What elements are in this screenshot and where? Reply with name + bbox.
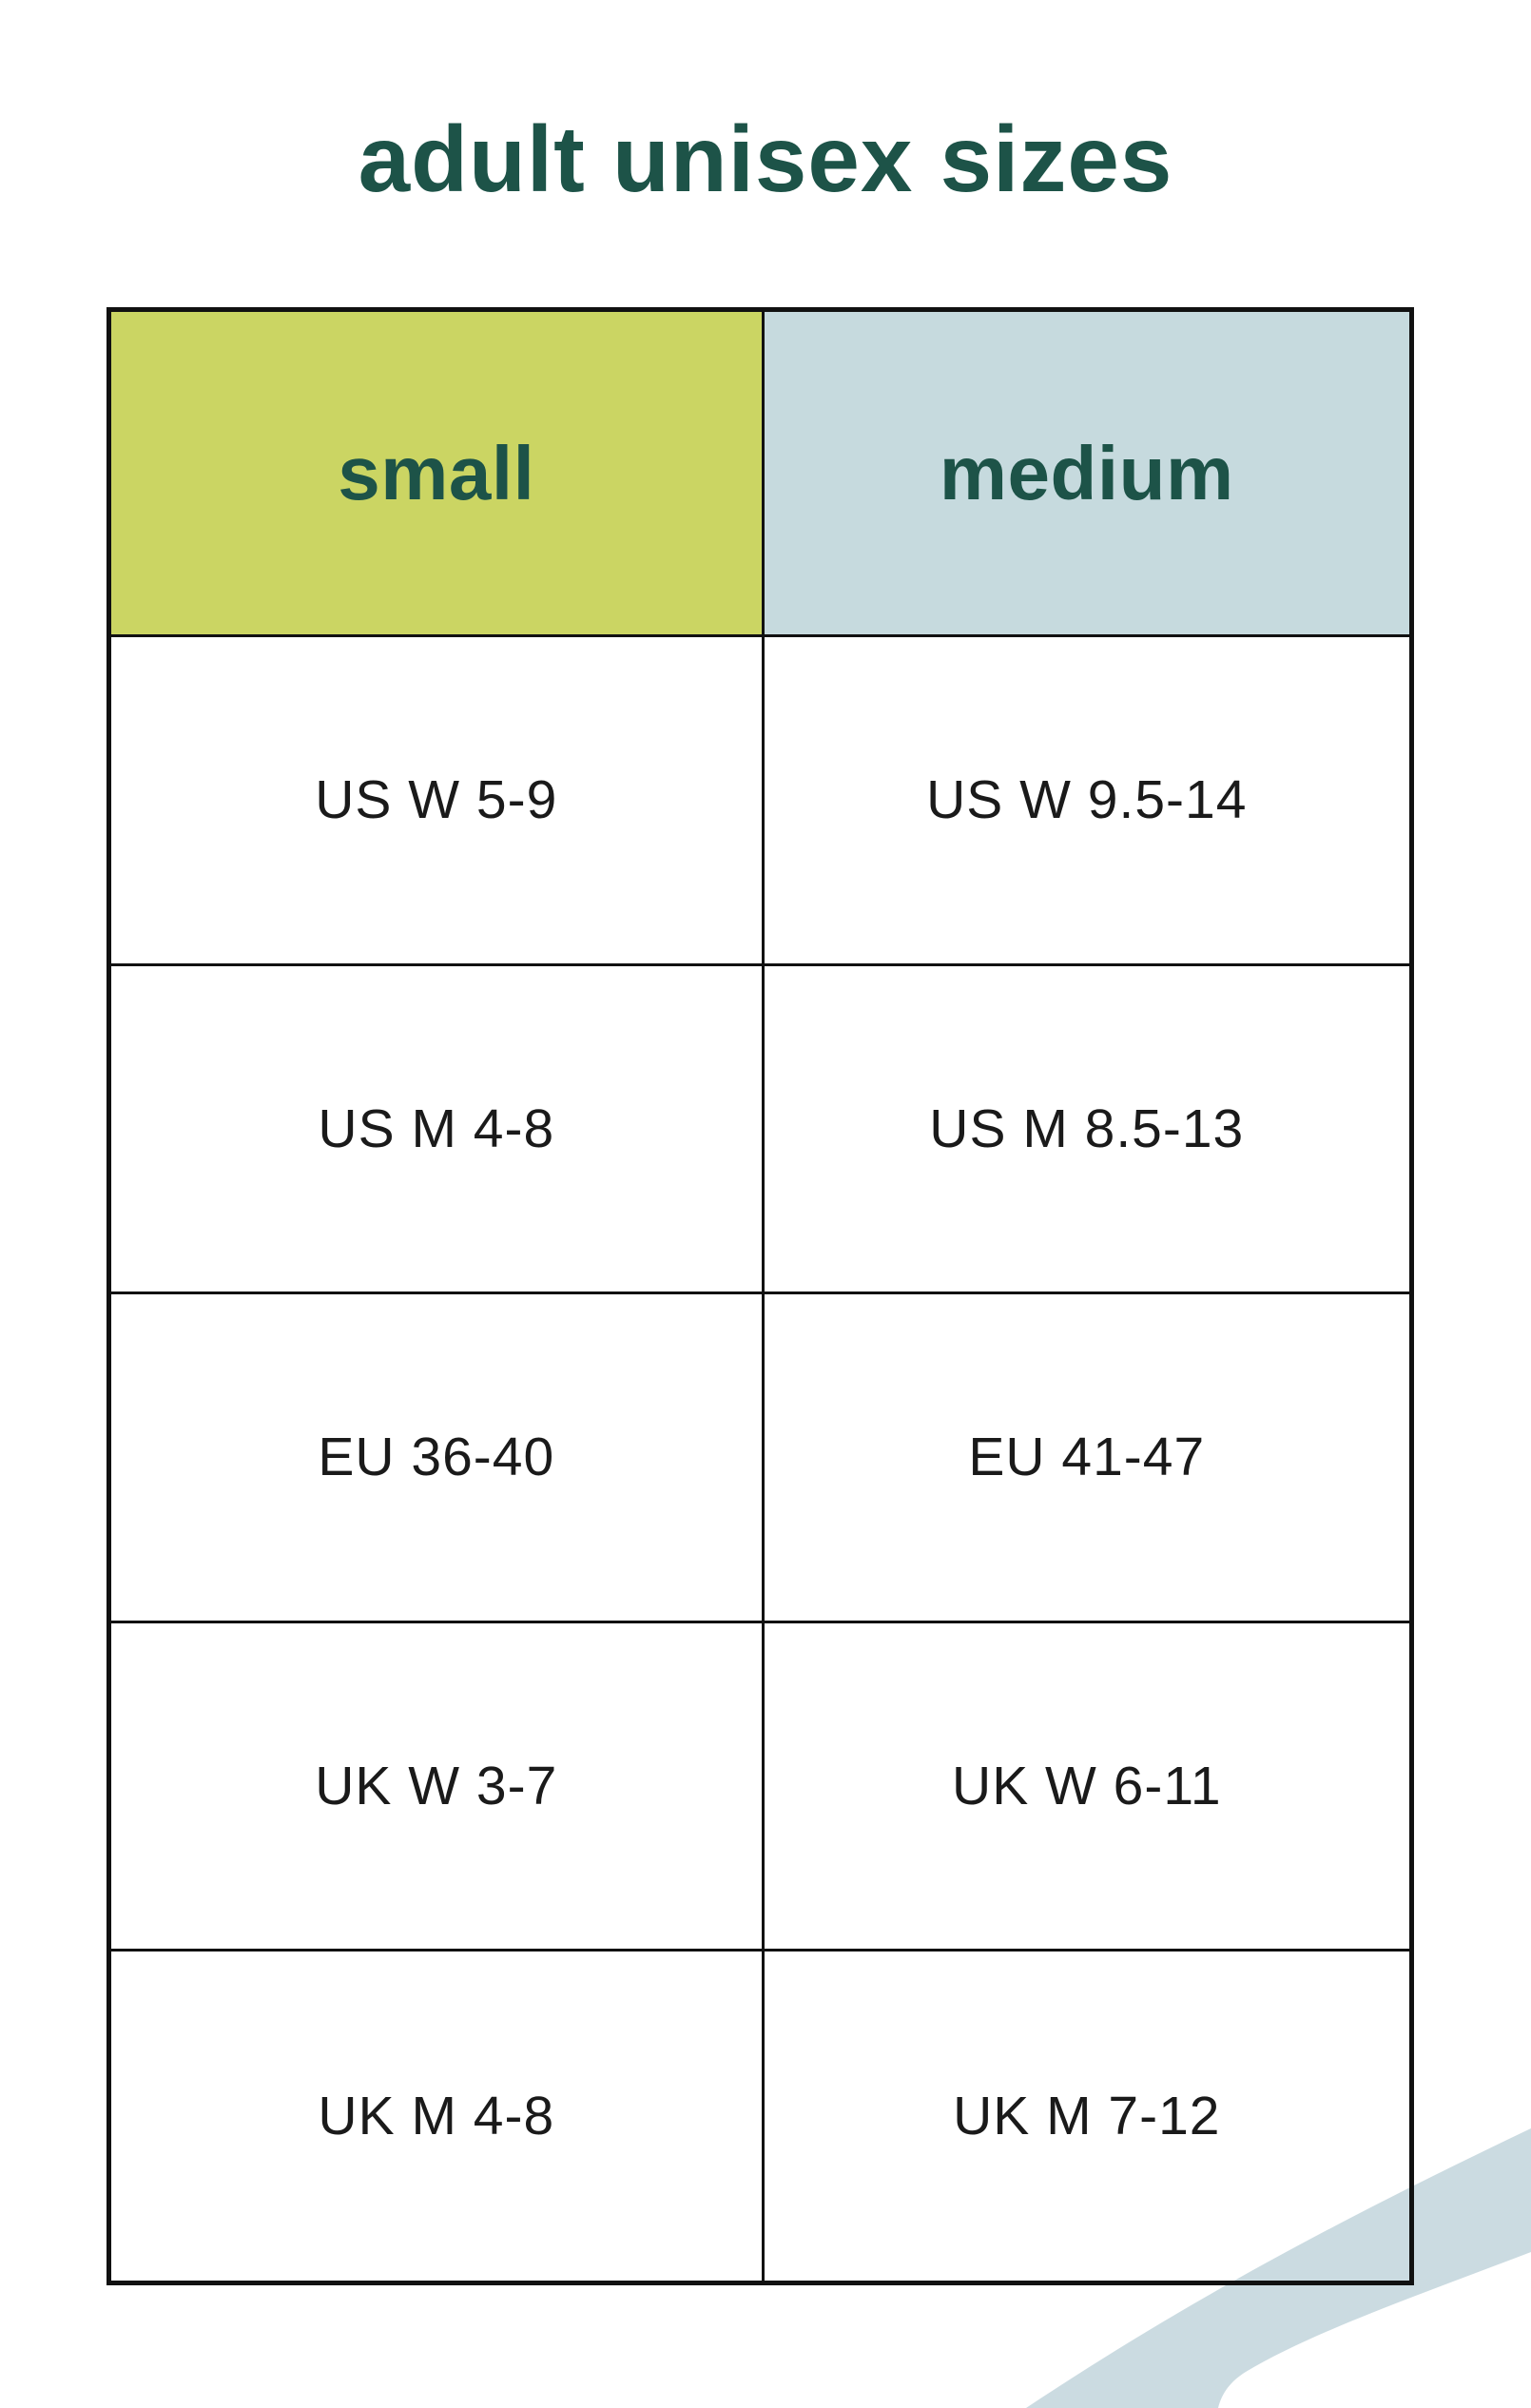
- header-label-small: small: [338, 430, 535, 515]
- header-label-medium: medium: [939, 430, 1234, 515]
- cell-value: UK M 4-8: [318, 2086, 555, 2147]
- cell-value: UK W 3-7: [315, 1756, 558, 1817]
- table-cell-uk-w-medium: [765, 1623, 1409, 1952]
- cell-value: US M 4-8: [318, 1097, 555, 1159]
- header-cell-medium: [765, 312, 1409, 637]
- table-cell-eu-small: [111, 1294, 765, 1623]
- cell-value: US W 5-9: [315, 769, 558, 831]
- table-cell-us-w-small: [111, 637, 765, 966]
- table-cell-us-w-medium: [765, 637, 1409, 966]
- cell-value: EU 36-40: [318, 1427, 555, 1488]
- table-cell-us-m-medium: [765, 966, 1409, 1295]
- table-cell-us-m-small: [111, 966, 765, 1295]
- table-cell-uk-w-small: [111, 1623, 765, 1952]
- cell-value: US W 9.5-14: [926, 769, 1248, 831]
- page-title: adult unisex sizes: [358, 107, 1173, 211]
- cell-value: EU 41-47: [968, 1427, 1206, 1488]
- table-cell-eu-medium: [765, 1294, 1409, 1623]
- cell-value: US M 8.5-13: [929, 1097, 1245, 1159]
- table-cell-uk-m-small: [111, 1952, 765, 2281]
- cell-value: UK W 6-11: [952, 1756, 1222, 1817]
- table-cell-uk-m-medium: [765, 1952, 1409, 2281]
- size-chart-table: [107, 307, 1414, 2285]
- cell-value: UK M 7-12: [953, 2086, 1221, 2147]
- header-cell-small: [111, 312, 765, 637]
